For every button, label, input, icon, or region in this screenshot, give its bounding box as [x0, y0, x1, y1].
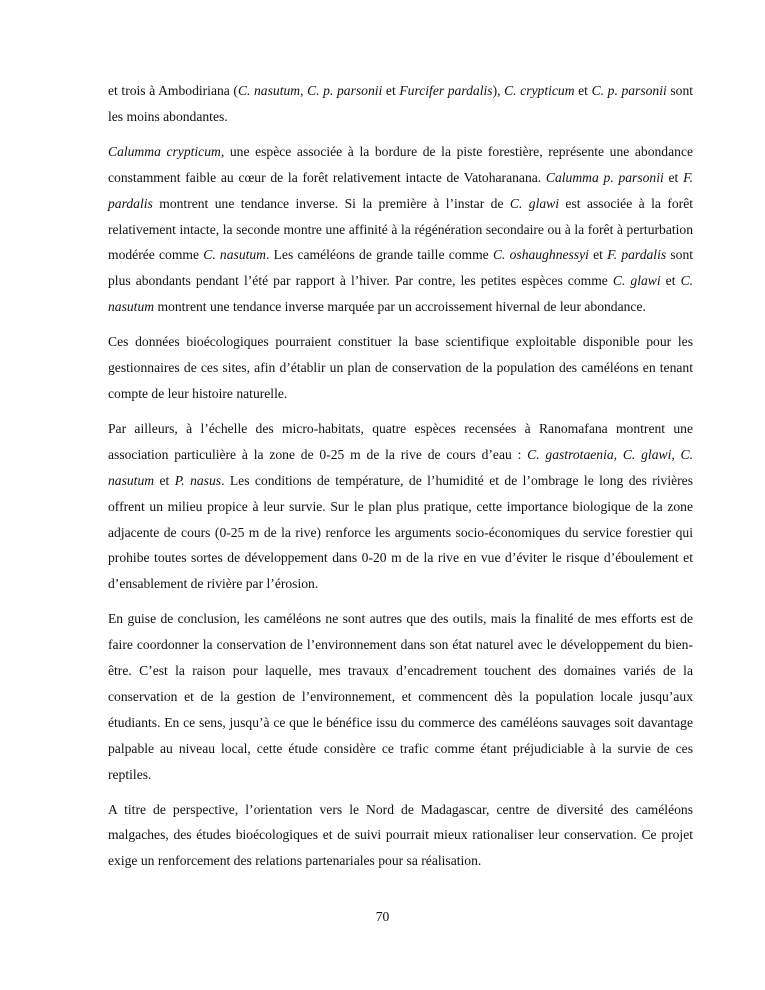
species-name: Furcifer pardalis	[399, 83, 493, 98]
paragraph-1	[108, 78, 693, 130]
text-run: et	[154, 472, 175, 488]
species-name: C. oshaughnessyi	[492, 247, 589, 263]
species-name: P. nasus	[174, 472, 222, 488]
species-name: C. p. parsonii	[591, 83, 667, 98]
species-name: C. gastrotaenia	[527, 446, 614, 462]
text-run: et	[588, 247, 608, 263]
species-name: C. nasutum	[237, 83, 301, 98]
text-run: En guise de conclusion, les caméléons ne sont autres que des outils, mais la finalité de mes efforts est de faire coordonner la conservation de l’environnement dans son état naturel avec le développement du bien-être. C’est la raison pour laquelle, mes travaux d’encadrement touchent des domaines variés de la conservation et de la gestion de l’environnement, et commencent dès la population locale jusqu’aux étudiants. En ce sens, jusqu’à ce que le bénéfice issu du commerce des caméléons sauvages soit davantage palpable au niveau local, cette étude considère ce trafic comme étant préjudiciable à la survie de ces reptiles.	[108, 611, 693, 782]
text-run: ,	[300, 83, 308, 98]
paragraph-3	[108, 329, 693, 407]
species-name: C. crypticum	[504, 83, 575, 98]
species-name: Calumma p. parsonii	[545, 169, 664, 185]
text-run: montrent une tendance inverse. Si la première à l’instar de	[152, 195, 510, 211]
text-run: et	[574, 83, 592, 98]
species-name: F. pardalis	[108, 169, 694, 211]
text-run: ,	[671, 446, 681, 462]
species-name: C. glawi	[509, 195, 560, 211]
paragraph-5	[108, 606, 693, 787]
paragraph-4	[108, 416, 693, 597]
species-name: C. p. parsonii	[307, 83, 383, 98]
text-run: ),	[492, 83, 505, 98]
text-run: . Les conditions de température, de l’humidité et de l’ombrage le long des rivières offrent un milieu propice à leur survie. Sur le plan plus pratique, cette importance biologique de la zone adjacente de cours (0-25 m de la rive) renforce les arguments socio-économiques du service forestier qui prohibe toutes sortes de développement dans 0-20 m de la rive en vue d’éviter le risque d’éboulement et d’ensablement de rivière par l’érosion.	[108, 472, 694, 592]
page-number: 70	[375, 909, 390, 924]
text-run: . Les caméléons de grande taille comme	[266, 247, 493, 263]
text-run: et	[382, 83, 400, 98]
text-run: A titre de perspective, l’orientation vers le Nord de Madagascar, centre de diversité des caméléons malgaches, des études bioécologiques et de suivi pourrait mieux rationaliser leur conservation. Ce projet exige un renforcement des relations partenariales pour sa réalisation.	[108, 801, 693, 869]
species-name: C. glawi	[622, 446, 672, 462]
species-name: C. glawi	[612, 273, 661, 289]
species-name: C. nasutum	[108, 273, 694, 315]
text-run: sont plus abondants pendant l’été par rapport à l’hiver. Par contre, les petites espèces comme	[108, 247, 694, 289]
text-run: est associée à la forêt relativement intacte, la seconde montre une affinité à la régénération secondaire ou à la forêt à perturbation modérée comme	[108, 195, 693, 263]
paragraph-6	[108, 797, 693, 875]
species-name: C. nasutum	[203, 247, 267, 263]
text-run: et trois à Ambodiriana (	[108, 83, 238, 98]
text-run: ,	[613, 446, 623, 462]
text-run: , une espèce associée à la bordure de la piste forestière, représente une abondance constamment faible au cœur de la forêt relativement intacte de Vatoharanana.	[108, 143, 694, 185]
text-run: montrent une tendance inverse marquée par un accroissement hivernal de leur abondance.	[154, 299, 646, 315]
species-name: Calumma crypticum	[108, 143, 221, 159]
text-run: et	[660, 273, 681, 289]
text-run: et	[663, 169, 684, 185]
document-body	[108, 78, 693, 883]
species-name: C. nasutum	[108, 446, 694, 488]
text-run: Ces données bioécologiques pourraient constituer la base scientifique exploitable disponible pour les gestionnaires de ces sites, afin d’établir un plan de conservation de la population des caméléons en tenant compte de leur histoire naturelle.	[108, 334, 693, 401]
paragraph-2	[108, 139, 693, 320]
species-name: F. pardalis	[607, 247, 667, 263]
text-run: Par ailleurs, à l’échelle des micro-habitats, quatre espèces recensées à Ranomafana montrent une association particulière à la zone de 0-25 m de la rive de cours d’eau :	[108, 420, 693, 462]
text-run: sont les moins abondantes.	[108, 83, 694, 124]
